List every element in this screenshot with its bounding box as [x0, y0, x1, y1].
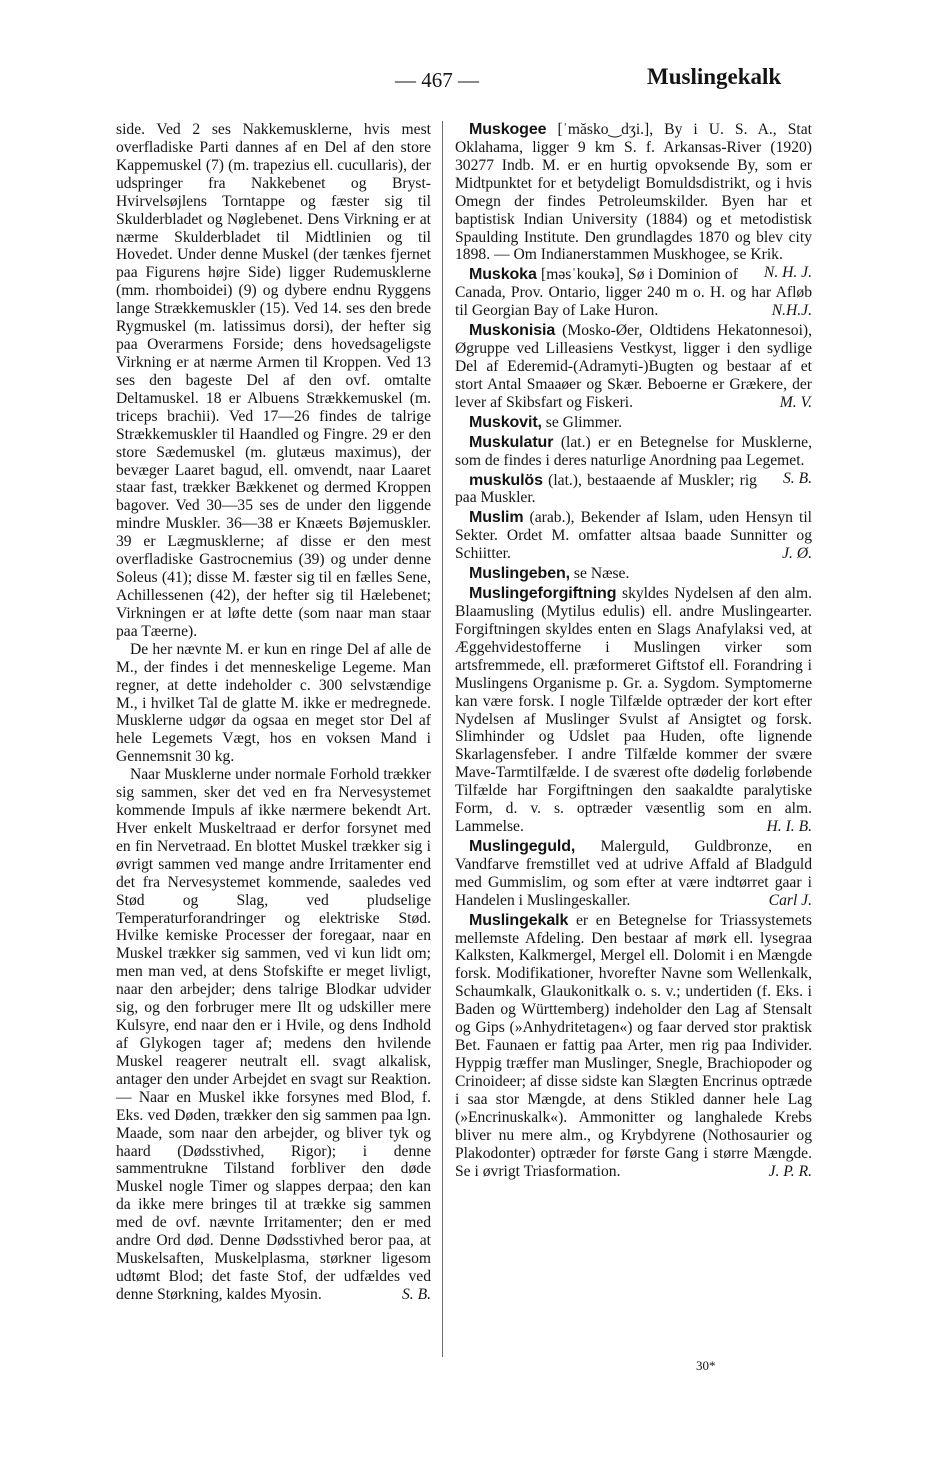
headword: Muslingeben,	[469, 565, 571, 583]
headword: Muslingeguld,	[469, 837, 576, 855]
right-column	[455, 121, 812, 1180]
entry-muslingeben	[455, 565, 812, 583]
entry-signature: S. B.	[782, 469, 812, 487]
headword: Muslingeforgiftning	[469, 585, 617, 603]
entry-muslingekalk	[455, 912, 812, 1181]
column-divider	[442, 121, 443, 1357]
entry-signature: J. P. R.	[768, 1162, 812, 1180]
entry-text: er en Betegnelse for Triassystemets mellemste Afdeling. Den bestaar af mørk ell. lysegraa Kalksten, Kalkmergel, Mergel ell. Dolomit i en Mængde forsk. Modifikationer, hvorefter Navne som Wellenkalk, Schaumkalk, Glaukonitkalk o. s. v.; undertiden (f. Eks. i Baden og Württemberg) indeholder den Lag af Stensalt og Gips (»Anhydritetagen«) og faar derved stor praktisk Bet. Faunaen er fattig paa Arter, men rig paa Individer. Hyppig træffer man Muslinger, Snegle, Brachiopoder og Crinoideer; af disse sidste kan Slægten Encrinus optræde i saa stor Mængde, at dens Stikled danner hele Lag (»Encrinuskalk«). Ammonitter og langhalede Krebs bliver nu mere alm., og Krybdyrene (Nothosaurier og Plakodonter) optræder for første Gang i større Mængde. Se i øvrigt Triasformation.	[455, 911, 812, 1180]
headword: Muslingekalk	[469, 911, 569, 929]
entry-muslim	[455, 509, 812, 563]
headword: Muskovit,	[469, 413, 542, 431]
entry-signature: N.H.J.	[771, 302, 812, 320]
entry-text: (arab.), Bekender af Islam, uden Hensyn til Sekter. Ordet M. omfatter altsaa baade Sunnitter og Schiitter.	[455, 509, 812, 563]
entry-signature: M. V.	[779, 393, 812, 411]
left-paragraph-3-text: Naar Musklerne under normale Forhold trækker sig sammen, sker det ved en fra Nervesystemet kommende Impuls af ikke nærmere bekendt Art. Hver enkelt Muskeltraad er derfor forsynet med en fin Nervetraad. En blottet Muskel trækker sig i øvrigt sammen ved mange andre Irritamenter end det fra Nervesystemet kommende, saaledes ved Stød og Slag, ved pludselige Temperaturforandringer og elektriske Stød. Hvilke kemiske Processer der foregaar, naar en Muskel trækker sig sammen, ved vi kun lidt om; men man ved, at dens Stofskifte er meget livligt, naar den arbejder; dens talrige Blodkar udvider sig, og den forbruger mere Ilt og udskiller mere Kulsyre, end naar den er i Hvile, og dens Indhold af Glykogen tager af; medens den hvilende Muskel reagerer neutralt ell. svagt alkalisk, antager den under Arbejdet en svagt sur Reaktion. — Naar en Muskel ikke forsynes med Blod, f. Eks. ved Døden, trækker den sig sammen paa lgn. Maade, som naar den arbejder, og bliver tyk og haard (Dødsstivhed, Rigor); i denne sammentrukne Tilstand forbliver den døde Muskel nogle Timer og slappes derpaa; den kan da ikke mere bringes til at trække sig sammen med de ovf. nævnte Irritamenter; den er med andre Ord død. Denne Dødsstivhed beror paa, at Muskelsaften, Muskelplasma, størkner ligesom udtømt Blod; det faste Stof, der udfældes ved denne Størkning, kaldes Myosin.	[116, 766, 431, 1303]
headword: muskulös	[469, 471, 543, 489]
page-number: — 467 —	[395, 68, 479, 92]
left-paragraph-3	[116, 766, 431, 1304]
entry-signature: N. H. J.	[763, 264, 812, 282]
running-head: Muslingekalk	[647, 64, 782, 89]
left-paragraph-1: side. Ved 2 ses Nakkemusklerne, hvis mest overfladiske Parti dannes af en Del af den store Kappemuskel (7) (m. trapezius ell. cucullaris), der udspringer fra Nakkebenet og Bryst-Hvirvelsøjlens Torntappe og fæster sig til Skulderbladet og Nøglebenet. Dens Virkning er at nærme Skulderbladet til Midtlinien og til Hovedet. Under denne Muskel (der tænkes fjernet paa Figurens højre Side) ligger Rudemusklerne (mm. rhomboidei) (9) og dybere endnu Ryggens lange Strækkemuskler (15). Ved 14. ses den brede Rygmuskel (m. latissimus dorsi), der hefter sig paa Overarmens Forside; dens hovedsageligste Virkning er at nærme Armen til Kroppen. Ved 13 ses den bageste Del af den ovf. omtalte Deltamuskel. 18 er Albuens Strækkemuskel (m. triceps brachii). Ved 17—26 findes de talrige Strækkemuskler til Haandled og Fingre. 29 er den store Sædemuskel (m. glutæus maximus), der bevæger Laaret bagud, ell. omvendt, naar Laaret staar fast, trækker Bækkenet og dermed Kroppen bagover. Ved 30—35 ses de under den liggende mindre Muskler. 36—38 er Knæets Bøjemuskler. 39 er Lægmusklerne; af disse er den mest overfladiske Gastrocnemius (39) og under denne Soleus (41); disse M. fæster sig til en fælles Sene, Achillessenen (42), der hefter sig til Hælebenet; Virkningen er at løfte dette (som naar man staar paa Tæerne).	[116, 121, 431, 640]
entry-text: Malerguld, Guldbronze, en Vandfarve fremstillet ved at udrive Affald af Bladguld med Gummislim, og som efter at være indtørret gaar i Handelen i Muslingeskaller.	[455, 837, 812, 909]
entry-text: (lat.), bestaaende af Muskler; rig paa Muskler.	[455, 471, 757, 507]
entry-text: se Næse.	[570, 565, 630, 583]
sheet-signature-mark: 30*	[696, 1358, 716, 1373]
entry-signature: J. Ø.	[782, 545, 812, 563]
entry-text: [məsˈkoukə], Sø i Dominion of Canada, Prov. Ontario, ligger 240 m o. H. og har Afløb til Georgian Bay of Lake Huron.	[455, 266, 812, 320]
headword: Muskonisia	[469, 322, 556, 340]
headword: Muskoka	[469, 266, 537, 284]
left-paragraph-2: De her nævnte M. er kun en ringe Del af alle de M., der findes i det menneskelige Legeme. Man regner, at dette indeholder c. 300 selvstændige M., i hvilket Tal de glatte M. ikke er medregnede. Musklerne udgør da ogsaa en meget stor Del af hele Legemets Vægt, hos en voksen Mand i Gennemsnit 30 kg.	[116, 640, 431, 766]
page-header	[0, 62, 928, 98]
entry-muslingeforgiftning	[455, 585, 812, 836]
entry-signature: Carl J.	[768, 891, 812, 909]
headword: Muskulatur	[469, 433, 554, 451]
headword: Muslim	[469, 509, 524, 527]
entry-text: skyldes Nydelsen af den alm. Blaamusling (Mytilus edulis) ell. andre Muslingearter. Forgiftningen skyldes enten en Slags Anafylaksi ved, at Æggehvidestofferne i Muslingen virker som artsfremmede, ell. præformeret Giftstof ell. Forandring i Muslingens Organisme p. Gr. a. Sygdom. Symptomerne kan være forsk. I nogle Tilfælde optræder der kort efter Nydelsen af Muslinger Svulst af Ansigtet og forsk. Slimhinder og Udslet paa Huden, ofte lignende Skarlagensfeber. I andre Tilfælde kommer der svære Mave-Tarmtilfælde. I de sværest ofte dødelig forløbende Tilfælde har Forgiftningen den saakaldte paralytiske Form, d. v. s. optræder væsentlig som en alm. Lammelse.	[455, 585, 812, 836]
headword: Muskogee	[469, 121, 547, 138]
entry-text: se Glimmer.	[541, 413, 623, 431]
entry-muskonisia	[455, 322, 812, 412]
left-signature: S. B.	[401, 1285, 431, 1303]
entry-text: (Mosko-Øer, Oldtidens Hekatonnesoi), Øgruppe ved Lilleasiens Vestkyst, ligger i den sydlige Del af Ederemid-(Adramyti-)Bugten og bestaar af et stort Antal Smaaøer og Skær. Beboerne er Grækere, der lever af Skibsfart og Fiskeri.	[455, 322, 812, 411]
left-column	[116, 121, 431, 1304]
entry-text: (lat.) er en Betegnelse for Musklerne, som de findes i deres naturlige Anordning paa Legemet.	[455, 433, 812, 469]
entry-muslingeguld	[455, 838, 812, 910]
entry-muskovit	[455, 414, 812, 432]
entry-signature: H. I. B.	[766, 818, 812, 836]
entry-text: [ˈmăsko‿dʒi.], By i U. S. A., Stat Oklahama, ligger 9 km S. f. Arkansas-River (1920) 30277 Indb. M. er en hurtig opvoksende By, som er Midtpunktet for et betydeligt Bomuldsdistrikt, og i hvis Omegn der findes Petroleumskilder. Byen har et baptistisk Indian University (1884) og et metodistisk Spaulding Institute. Den grundlagdes 1870 og blev city 1898. — Om Indianerstammen Muskhogee, se Krik.	[455, 121, 812, 264]
